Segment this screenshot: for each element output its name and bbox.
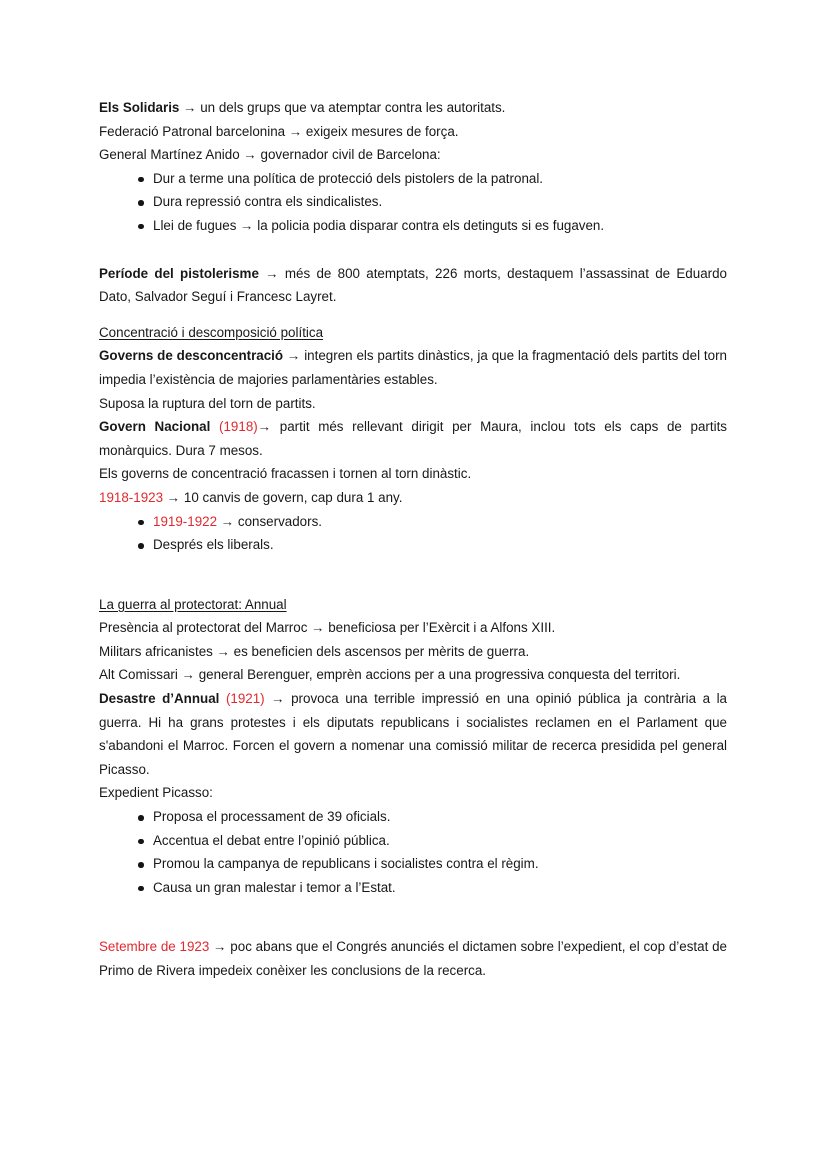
text-governs: → integren els partits dinàstics, ja que la fragmentació dels partits del torn impedia l’existència de majories parlamentàries estables. — [99, 348, 727, 387]
list-item — [99, 510, 727, 534]
paragraph-desastre-annual — [99, 687, 727, 781]
paragraph-martinez-anido: General Martínez Anido → governador civil de Barcelona: — [99, 147, 441, 163]
list-item-text: Després els liberals. — [153, 537, 274, 553]
red-lead-1918-1923: 1918-1923 — [99, 489, 164, 505]
heading-text: Concentració i descomposició política — [99, 324, 324, 340]
bullet-list-anido — [99, 167, 727, 238]
spacer — [99, 581, 727, 593]
list-item: Accentua el debat entre l’opinió pública. — [99, 829, 727, 853]
red-year-1921: (1921) — [225, 691, 265, 707]
document-body — [99, 96, 727, 983]
paragraph-setembre-1923 — [99, 935, 727, 982]
paragraph-periode-pistolerisme — [99, 262, 727, 309]
bullet-list-canvis — [99, 510, 727, 557]
spacer — [99, 557, 727, 581]
paragraph-presencia-marroc: Presència al protectorat del Marroc → beneficiosa per l’Exèrcit i a Alfons XIII. — [99, 620, 556, 636]
text-setembre: → poc abans que el Congrés anunciés el dictamen sobre l’expedient, el cop d’estat de Primo de Rivera impedeix conèixer les conclusions de la recerca. — [99, 939, 727, 978]
paragraph-federacio-patronal: Federació Patronal barcelonina → exigeix mesures de força. — [99, 123, 459, 139]
list-item-text: → conservadors. — [217, 513, 322, 529]
text-desastre: → provoca una terrible impressió en una opinió pública ja contrària a la guerra. Hi ha grans protestes i els diputats republicans i socialistes reclamen en el Parlament que s'abandoni el Marroc. Forcen el govern a nomenar una comissió militar de recerca presidida pel general Picasso. — [99, 691, 727, 777]
paragraph-governs-desconcentracio — [99, 344, 727, 391]
text-anys: → 10 canvis de govern, cap dura 1 any. — [163, 489, 403, 505]
text-els-solidaris: → un dels grups que va atemptar contra les autoritats. — [179, 100, 506, 115]
list-item: Causa un gran malestar i temor a l’Estat. — [99, 876, 727, 900]
space — [210, 419, 219, 434]
paragraph-militars-africanistes: Militars africanistes → es beneficien dels ascensos per mèrits de guerra. — [99, 643, 530, 659]
paragraph-suposa-ruptura: Suposa la ruptura del torn de partits. — [99, 395, 316, 411]
red-lead-setembre-1923: Setembre de 1923 — [99, 939, 210, 955]
list-item — [99, 533, 727, 557]
paragraph-governs-fracassen: Els governs de concentració fracassen i tornen al torn dinàstic. — [99, 466, 472, 482]
red-lead-1919-1922: 1919-1922 — [153, 513, 218, 529]
text-periode: → més de 800 atemptats, 226 morts, destaquem l’assassinat de Eduardo Dato, Salvador Seguí i Francesc Layret. — [99, 265, 727, 305]
bold-lead-governs: Governs de desconcentració — [99, 348, 284, 364]
list-item: Dur a terme una política de protecció dels pistolers de la patronal. — [99, 167, 727, 191]
red-year-1918: (1918) — [219, 419, 258, 435]
text-govern-nacional: → partit més rellevant dirigit per Maura, inclou tots els caps de partits monàrquics. Dura 7 mesos. — [99, 419, 727, 458]
paragraph-govern-nacional — [99, 415, 727, 462]
bold-lead-desastre: Desastre d’Annual — [99, 691, 220, 707]
spacer — [99, 899, 727, 923]
spacer — [99, 309, 727, 321]
heading-text: La guerra al protectorat: Annual — [99, 596, 287, 612]
spacer — [99, 923, 727, 935]
bold-lead-govern-nacional: Govern Nacional — [99, 419, 211, 435]
heading-concentracio — [99, 321, 727, 345]
paragraph-anys-1918-1923 — [99, 486, 727, 510]
bullet-list-picasso — [99, 805, 727, 899]
bold-lead-periode: Període del pistolerisme — [99, 265, 259, 281]
spacer — [99, 238, 727, 262]
paragraph-els-solidaris — [99, 96, 727, 120]
list-item: Llei de fugues → la policia podia disparar contra els detinguts si es fugaven. — [99, 214, 727, 238]
list-item: Promou la campanya de republicans i socialistes contra el règim. — [99, 852, 727, 876]
paragraph-alt-comissari: Alt Comissari → general Berenguer, emprèn accions per a una progressiva conquesta del territori. — [99, 667, 681, 683]
paragraph-expedient-picasso: Expedient Picasso: — [99, 785, 213, 801]
bold-lead-els-solidaris: Els Solidaris — [99, 100, 180, 115]
list-item: Proposa el processament de 39 oficials. — [99, 805, 727, 829]
list-item: Dura repressió contra els sindicalistes. — [99, 190, 727, 214]
heading-guerra-protectorat — [99, 593, 727, 617]
